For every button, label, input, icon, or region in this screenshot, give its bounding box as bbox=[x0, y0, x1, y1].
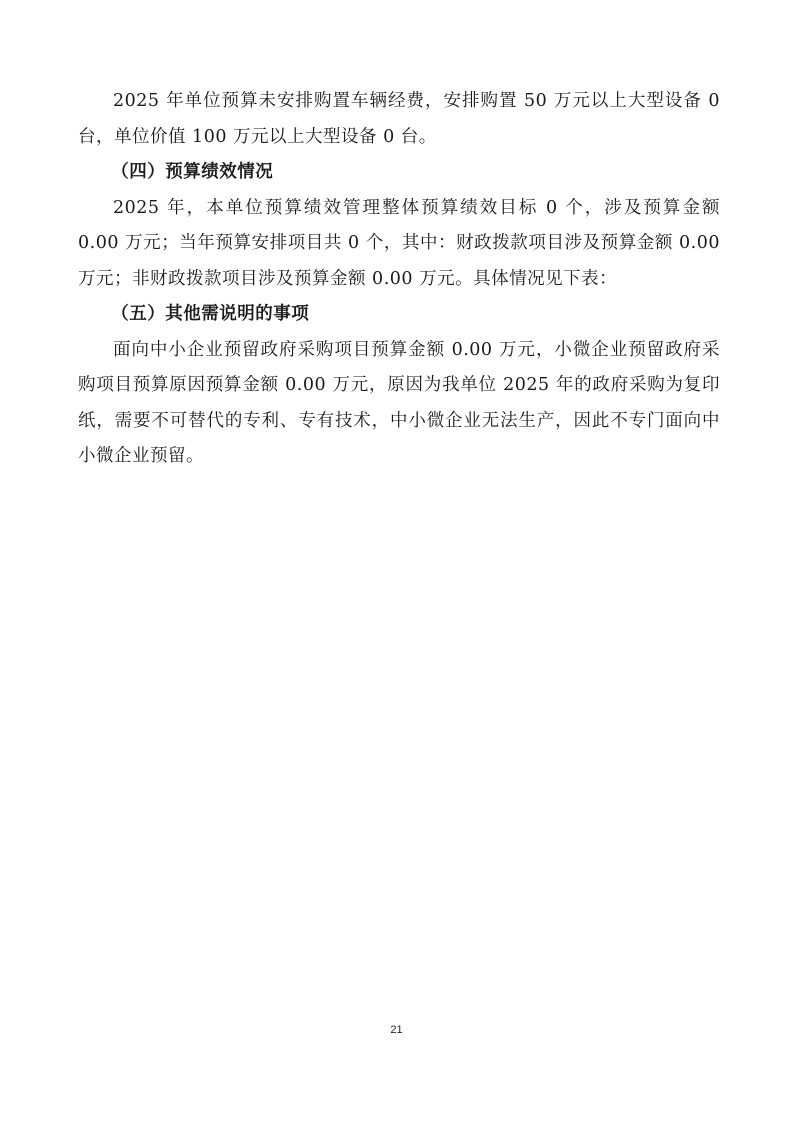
paragraph-other-matters: 面向中小企业预留政府采购项目预算金额 0.00 万元，小微企业预留政府采购项目预算原因预算金额 0.00 万元，原因为我单位 2025 年的政府采购为复印纸，需要不可替代的专利、专有技术，中小微企业无法生产，因此不专门面向中小微企业预留。 bbox=[78, 339, 720, 466]
page-number: 21 bbox=[390, 1024, 403, 1036]
heading-performance: （四）预算绩效情况 bbox=[111, 162, 274, 182]
paragraph-performance: 2025 年，本单位预算绩效管理整体预算绩效目标 0 个，涉及预算金额 0.00 万元；当年预算安排项目共 0 个，其中：财政拨款项目涉及预算金额 0.00 万元；非财政拨款项目涉及预算金额 0.00 万元。具体情况见下表： bbox=[78, 197, 720, 289]
document-body bbox=[78, 84, 720, 475]
paragraph-vehicle-equipment: 2025 年单位预算未安排购置车辆经费，安排购置 50 万元以上大型设备 0 台，单位价值 100 万元以上大型设备 0 台。 bbox=[78, 91, 720, 147]
heading-other-matters: （五）其他需说明的事项 bbox=[111, 304, 310, 324]
